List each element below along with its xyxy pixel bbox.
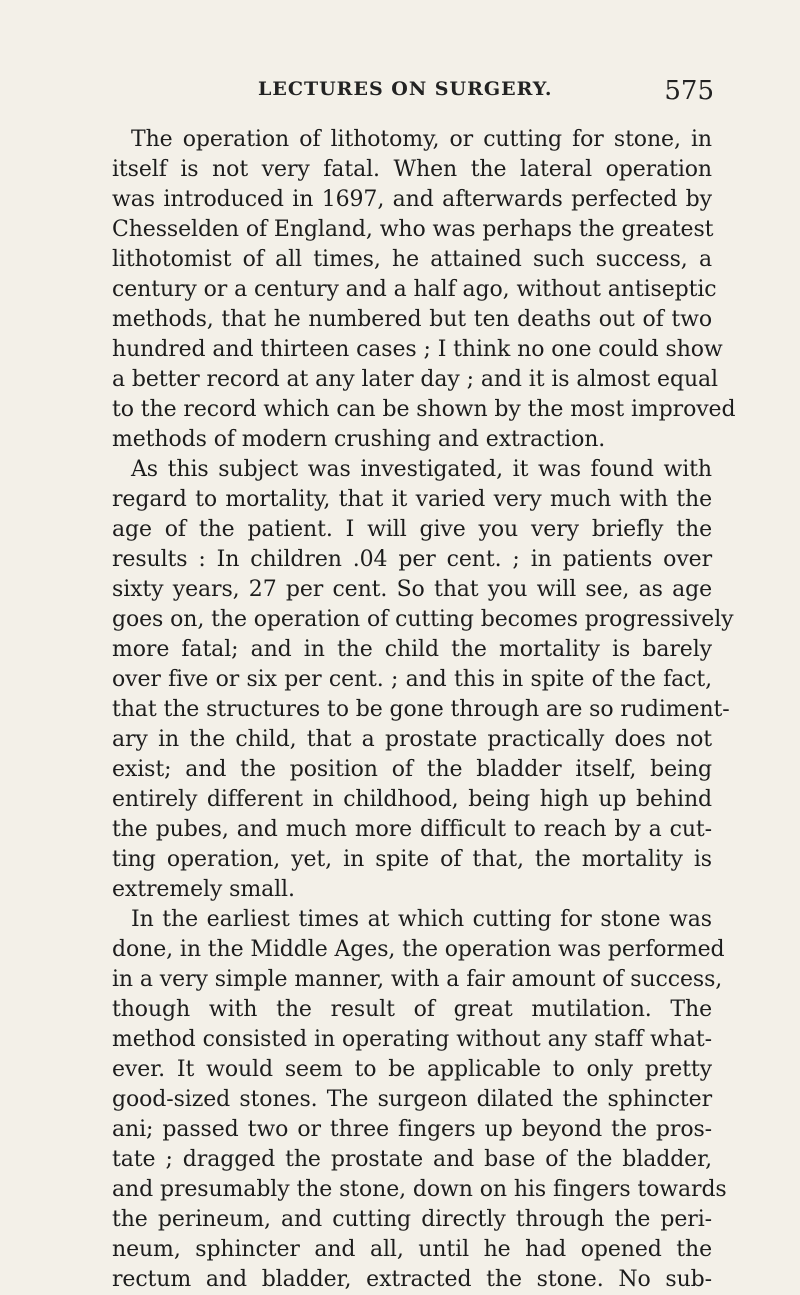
text-line: extremely small.	[112, 877, 295, 902]
text-line: age of the patient. I will give you very briefly the	[112, 517, 712, 542]
text-line: ever. It would seem to be applicable to only pretty	[112, 1057, 712, 1082]
page-header	[258, 78, 714, 118]
text-line: itself is not very fatal. When the lateral operation	[112, 157, 712, 182]
text-line: that the structures to be gone through are so rudiment-	[112, 697, 730, 722]
running-head: LECTURES ON SURGERY.	[258, 78, 553, 100]
text-line: in a very simple manner, with a fair amount of success,	[112, 967, 723, 992]
text-line: was introduced in 1697, and afterwards perfected by	[112, 187, 712, 212]
text-line: methods, that he numbered but ten deaths out of two	[112, 307, 712, 332]
text-line: neum, sphincter and all, until he had opened the	[112, 1237, 712, 1262]
body-text	[112, 125, 736, 1295]
text-line: done, in the Middle Ages, the operation was performed	[112, 937, 725, 962]
text-line: and presumably the stone, down on his fingers towards	[112, 1177, 727, 1202]
text-line: In the earliest times at which cutting for stone was	[131, 907, 712, 932]
text-line: though with the result of great mutilation. The	[112, 997, 712, 1022]
page-number: 575	[664, 76, 714, 106]
text-line: methods of modern crushing and extraction.	[112, 427, 606, 452]
text-line: rectum and bladder, extracted the stone. No sub-	[112, 1267, 712, 1292]
text-line: ary in the child, that a prostate practically does not	[112, 727, 712, 752]
text-line: century or a century and a half ago, without antiseptic	[112, 277, 717, 302]
text-line: hundred and thirteen cases ; I think no one could show	[112, 337, 723, 362]
text-line: regard to mortality, that it varied very much with the	[112, 487, 712, 512]
text-line: the perineum, and cutting directly through the peri-	[112, 1207, 712, 1232]
text-line: sixty years, 27 per cent. So that you will see, as age	[112, 577, 712, 602]
text-line: good-sized stones. The surgeon dilated the sphincter	[112, 1087, 712, 1112]
text-line: exist; and the position of the bladder itself, being	[112, 757, 712, 782]
text-line: entirely different in childhood, being high up behind	[112, 787, 712, 812]
text-line: results : In children .04 per cent. ; in patients over	[112, 547, 712, 572]
text-line: the pubes, and much more difficult to reach by a cut-	[112, 817, 712, 842]
text-line: As this subject was investigated, it was found with	[131, 457, 712, 482]
text-line: lithotomist of all times, he attained such success, a	[112, 247, 712, 272]
text-line: goes on, the operation of cutting becomes progressively	[112, 607, 734, 632]
text-line: The operation of lithotomy, or cutting for stone, in	[131, 127, 712, 152]
text-line: ting operation, yet, in spite of that, the mortality is	[112, 847, 712, 872]
text-line: tate ; dragged the prostate and base of the bladder,	[112, 1147, 712, 1172]
text-line: a better record at any later day ; and it is almost equal	[112, 367, 718, 392]
text-line: method consisted in operating without any staff what-	[112, 1027, 712, 1052]
text-line: over five or six per cent. ; and this in spite of the fact,	[112, 667, 712, 692]
text-line: to the record which can be shown by the most improved	[112, 397, 736, 422]
text-line: more fatal; and in the child the mortality is barely	[112, 637, 712, 662]
text-line: ani; passed two or three fingers up beyond the pros-	[112, 1117, 712, 1142]
text-line: Chesselden of England, who was perhaps the greatest	[112, 217, 714, 242]
